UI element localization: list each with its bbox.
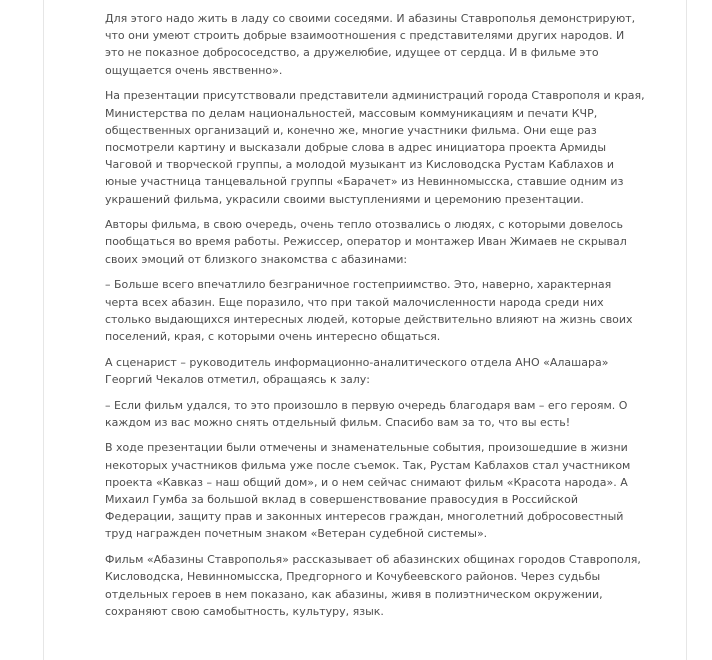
article-paragraph: А сценарист – руководитель информационно-аналитического отдела АНО «Алашара» Георгий Чекалов отметил, обращаясь к залу: bbox=[105, 355, 609, 386]
article-quote-paragraph: – Больше всего впечатлило безграничное гостеприимство. Это, наверно, характерная черта всех абазин. Еще поразило, что при такой малочисленности народа среди них столько выдающихся интересных людей, которые действительно влияют на жизнь своих поселений, края, с которыми очень интересно общаться. bbox=[105, 278, 633, 343]
article-paragraph: Фильм «Абазины Ставрополья» рассказывает об абазинских общинах городов Ставрополя, Кисловодска, Невинномысска, Предгорного и Кочубеевского районов. Через судьбы отдельных героев в нем показано, как абазины, живя в полиэтническом окружении, сохраняют свою самобытность, культуру, язык. bbox=[105, 553, 641, 618]
article-paragraph: На презентации присутствовали представители администраций города Ставрополя и края, Министерства по делам национальностей, массовым коммуникациям и печати КЧР, общественных организаций и, конечно же, многие участники фильма. Они еще раз посмотрели картину и высказали добрые слова в адрес инициатора проекта Армиды Чаговой и творческой группы, а молодой музыкант из Кисловодска Рустам Каблахов и юные участница танцевальной группы «Барачет» из Невинномысска, ставшие одним из украшений фильма, украсили своими выступлениями и церемонию презентации. bbox=[105, 89, 645, 206]
content-column bbox=[43, 0, 687, 660]
article-body bbox=[105, 10, 645, 629]
article-quote-paragraph: – Если фильм удался, то это произошло в первую очередь благодаря вам – его героям. О каждом из вас можно снять отдельный фильм. Спасибо вам за то, что вы есть! bbox=[105, 398, 628, 429]
article-paragraph: В ходе презентации были отмечены и знаменательные события, произошедшие в жизни некоторых участников фильма уже после съемок. Так, Рустам Каблахов стал участником проекта «Кавказ – наш общий дом», и о нем сейчас снимают фильм «Красота народа». А Михаил Гумба за большой вклад в совершенствование правосудия в Российской Федерации, защиту прав и законных интересов граждан, многолетний добросовестный труд награжден почетным знаком «Ветеран судебной системы». bbox=[105, 441, 631, 541]
article-paragraph: Авторы фильма, в свою очередь, очень тепло отозвались о людях, с которыми довелось пообщаться во время работы. Режиссер, оператор и монтажер Иван Жимаев не скрывал своих эмоций от близкого знакомства с абазинами: bbox=[105, 218, 627, 266]
article-paragraph: Для этого надо жить в ладу со своими соседями. И абазины Ставрополья демонстрируют, что они умеют строить добрые взаимоотношения с представителями других народов. И это не показное добрососедство, а дружелюбие, идущее от сердца. И в фильме это ощущается очень явственно». bbox=[105, 12, 636, 77]
